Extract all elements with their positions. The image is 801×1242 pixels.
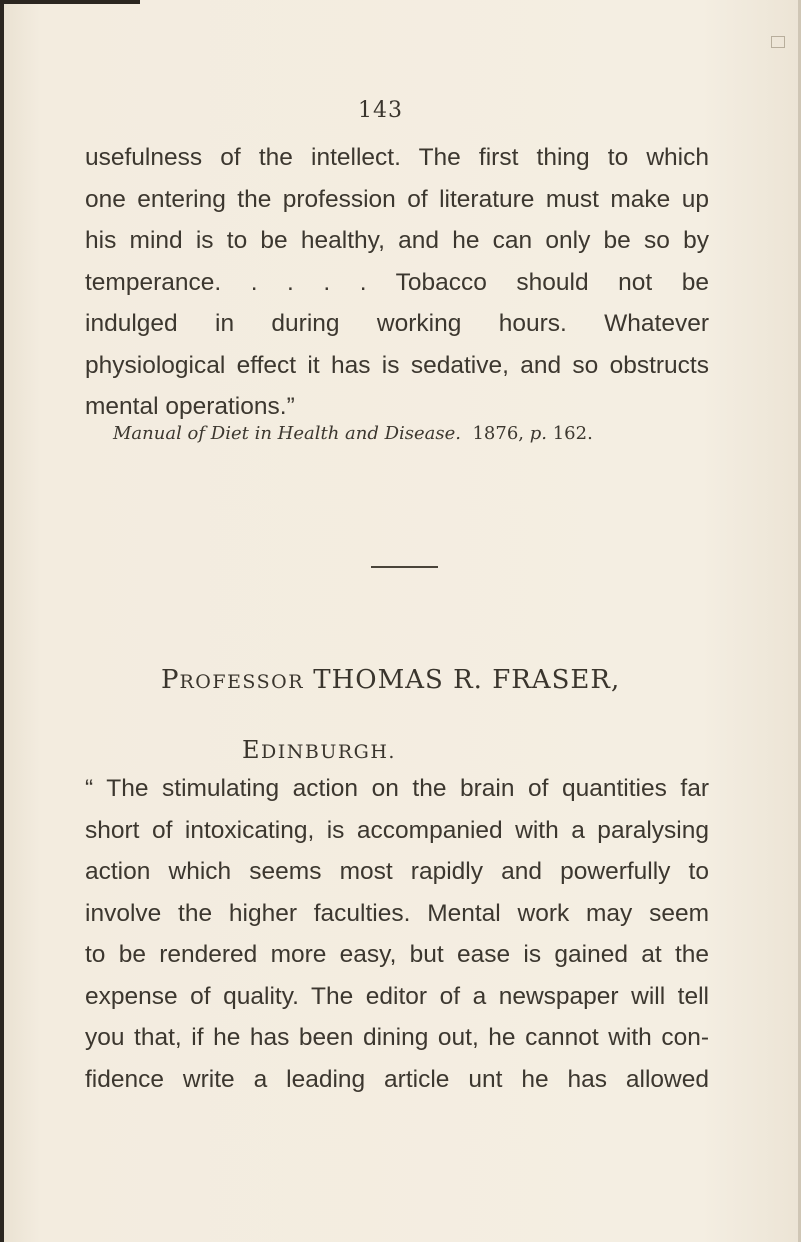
quote-one-line: usefulness of the intellect. The first thing to which <box>85 144 709 171</box>
quote-one-line: temperance. . . . . Tobacco should not be <box>85 268 709 296</box>
citation-year: 1876, <box>472 423 525 444</box>
quote-one-line: his mind is to be healthy, and he can only be so by <box>85 227 709 254</box>
quote-one-line: physiological effect it has is sedative, and so obstructs <box>85 351 709 379</box>
quote-one <box>85 137 709 428</box>
heading-title-rest: ROFESSOR <box>179 671 305 693</box>
quote-two-line: to be rendered more easy, but ease is gained at the <box>85 941 709 968</box>
quote-two-line: fidence write a leading article unt he has allowed <box>85 1065 709 1093</box>
citation <box>113 423 593 444</box>
author-heading <box>161 665 620 695</box>
heading-name: THOMAS R. FRASER, <box>313 665 621 695</box>
quote-two-line: involve the higher faculties. Mental work may seem <box>85 899 709 927</box>
citation-title: Manual of Diet in Health and Disease. <box>113 423 462 444</box>
quote-two-line: expense of quality. The editor of a newspaper will tell <box>85 982 709 1010</box>
city-initial: E <box>242 736 262 764</box>
page-left-edge <box>0 0 4 1242</box>
corner-mark <box>771 36 785 48</box>
author-city <box>242 736 396 764</box>
quote-one-line: mental operations.” <box>85 393 295 420</box>
quote-two <box>85 768 709 1100</box>
quote-two-line: you that, if he has been dining out, he cannot with con- <box>85 1024 709 1051</box>
quote-two-line: “ The stimulating action on the brain of quantities far <box>85 775 709 802</box>
citation-page-label: p. <box>529 423 547 444</box>
quote-two-line: action which seems most rapidly and powerfully to <box>85 858 709 885</box>
city-rest: DINBURGH. <box>261 741 396 763</box>
quote-two-line: short of intoxicating, is accompanied with a paralysing <box>85 816 709 844</box>
quote-one-line: one entering the profession of literature must make up <box>85 185 709 213</box>
heading-title-initial: P <box>161 665 180 695</box>
section-divider <box>371 566 438 568</box>
page-number: 143 <box>358 98 403 123</box>
citation-page: 162. <box>552 423 593 444</box>
quote-one-line: indulged in during working hours. Whatever <box>85 310 709 337</box>
page-top-edge <box>0 0 140 4</box>
